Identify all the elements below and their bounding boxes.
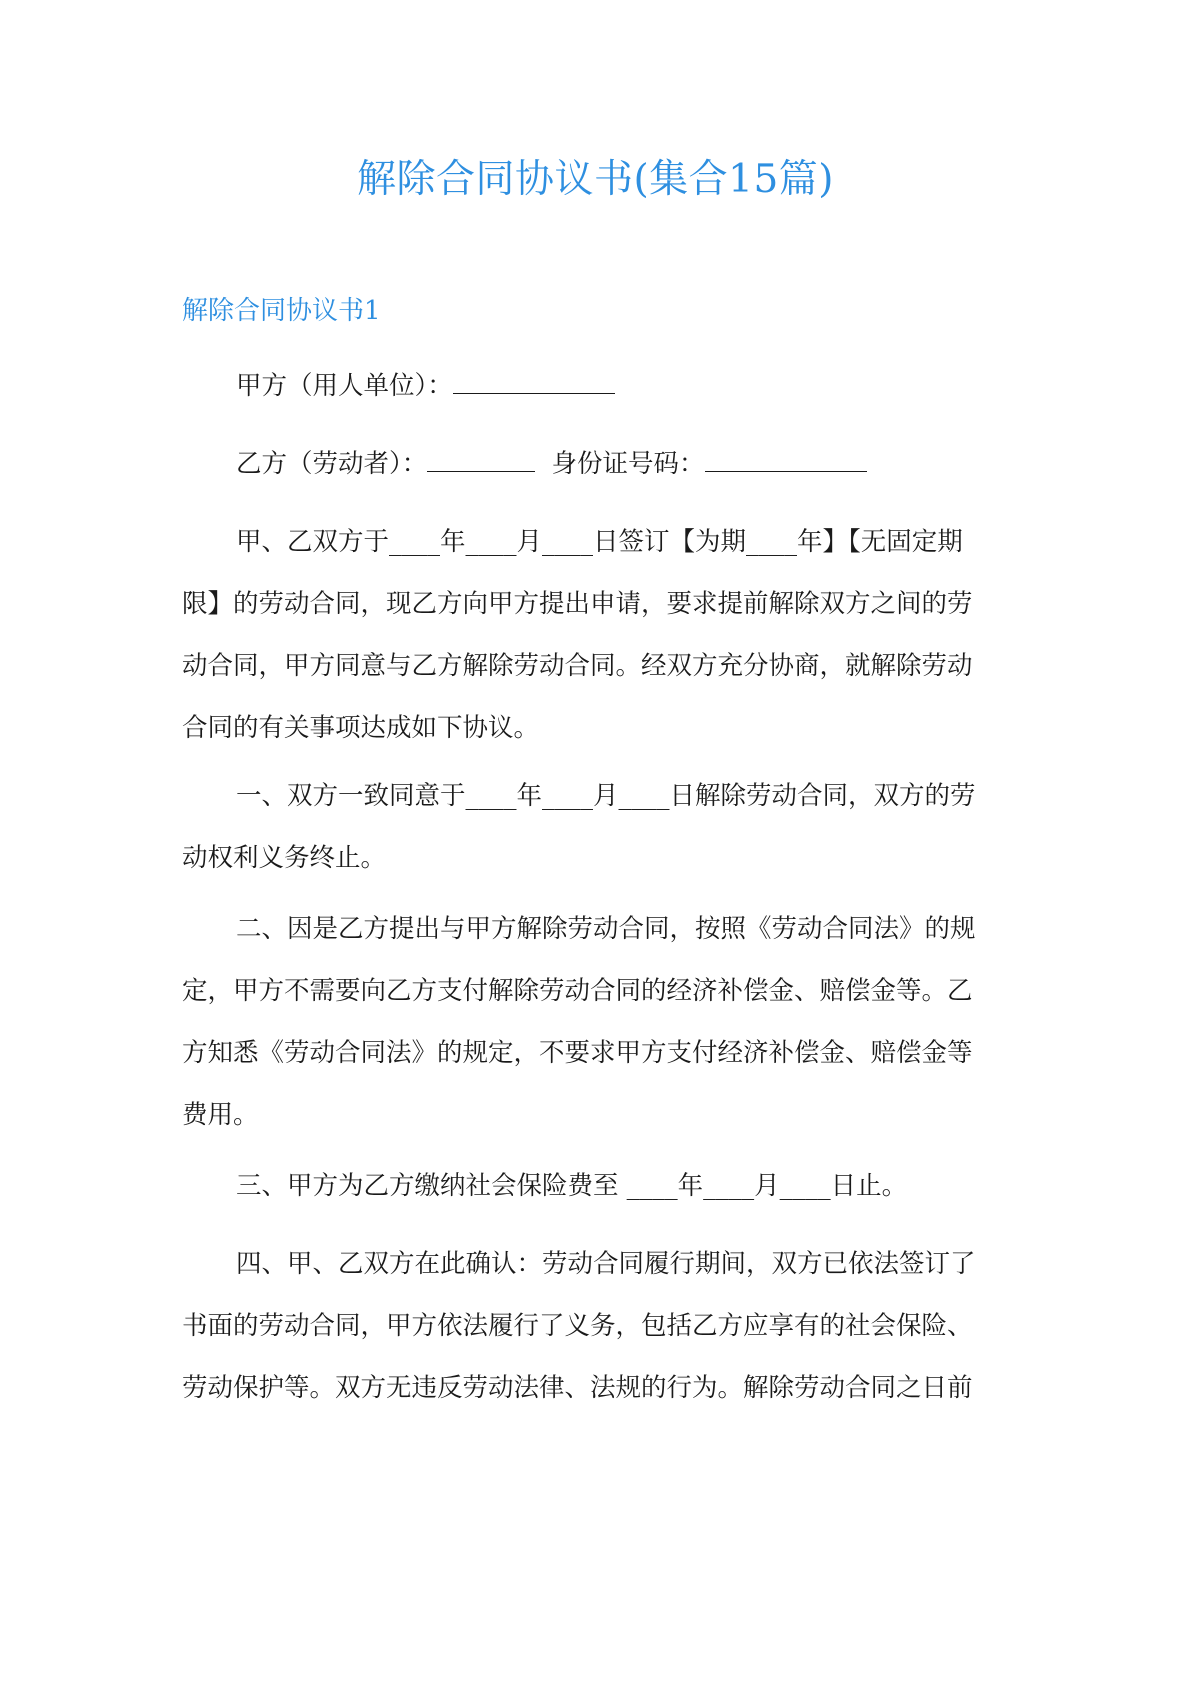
- party-b-name-blank: [427, 449, 535, 472]
- party-a-label: 甲方（用人单位）：: [236, 371, 453, 401]
- party-b-label: 乙方（劳动者）：: [236, 449, 428, 479]
- clause-1-paragraph: [182, 765, 1015, 889]
- paragraph-line: 费用。: [182, 1100, 259, 1130]
- paragraph-line: 合同的有关事项达成如下协议。: [182, 713, 540, 743]
- paragraph-line: 一、双方一致同意于____年____月____日解除劳动合同，双方的劳: [236, 781, 976, 811]
- party-a-block: [182, 355, 1015, 417]
- clause-4-paragraph: [182, 1233, 1015, 1419]
- intro-paragraph: [182, 511, 1015, 759]
- paragraph-line: 书面的劳动合同，甲方依法履行了义务，包括乙方应享有的社会保险、: [182, 1311, 973, 1341]
- party-b-block: [182, 433, 1015, 495]
- party-a-line: [182, 355, 1015, 417]
- clause-2-paragraph: [182, 898, 1015, 1146]
- party-b-id-blank: [705, 449, 867, 472]
- paragraph-line: 动合同，甲方同意与乙方解除劳动合同。经双方充分协商，就解除劳动: [182, 651, 973, 681]
- paragraph-line: 甲、乙双方于____年____月____日签订【为期____年】【无固定期: [236, 527, 963, 557]
- paragraph-line: 定，甲方不需要向乙方支付解除劳动合同的经济补偿金、赔偿金等。乙: [182, 976, 973, 1006]
- document-title: 解除合同协议书(集合15篇): [356, 157, 835, 202]
- party-b-line: [182, 433, 1015, 495]
- paragraph-line: 劳动保护等。双方无违反劳动法律、法规的行为。解除劳动合同之日前: [182, 1373, 973, 1403]
- party-b-id-label: 身份证号码：: [551, 449, 705, 479]
- paragraph-line: 二、因是乙方提出与甲方解除劳动合同，按照《劳动合同法》的规: [236, 914, 976, 944]
- party-a-blank: [453, 371, 615, 394]
- paragraph-line: 动权利义务终止。: [182, 843, 387, 873]
- paragraph-line: 四、甲、乙双方在此确认：劳动合同履行期间，双方已依法签订了: [236, 1249, 976, 1279]
- section-heading: 解除合同协议书1: [182, 296, 381, 326]
- paragraph-line: 限】的劳动合同，现乙方向甲方提出申请，要求提前解除双方之间的劳: [182, 589, 973, 619]
- clause-3-paragraph: [182, 1155, 1015, 1217]
- paragraph-line: 三、甲方为乙方缴纳社会保险费至 ____年____月____日止。: [236, 1171, 908, 1201]
- paragraph-line: 方知悉《劳动合同法》的规定，不要求甲方支付经济补偿金、赔偿金等: [182, 1038, 973, 1068]
